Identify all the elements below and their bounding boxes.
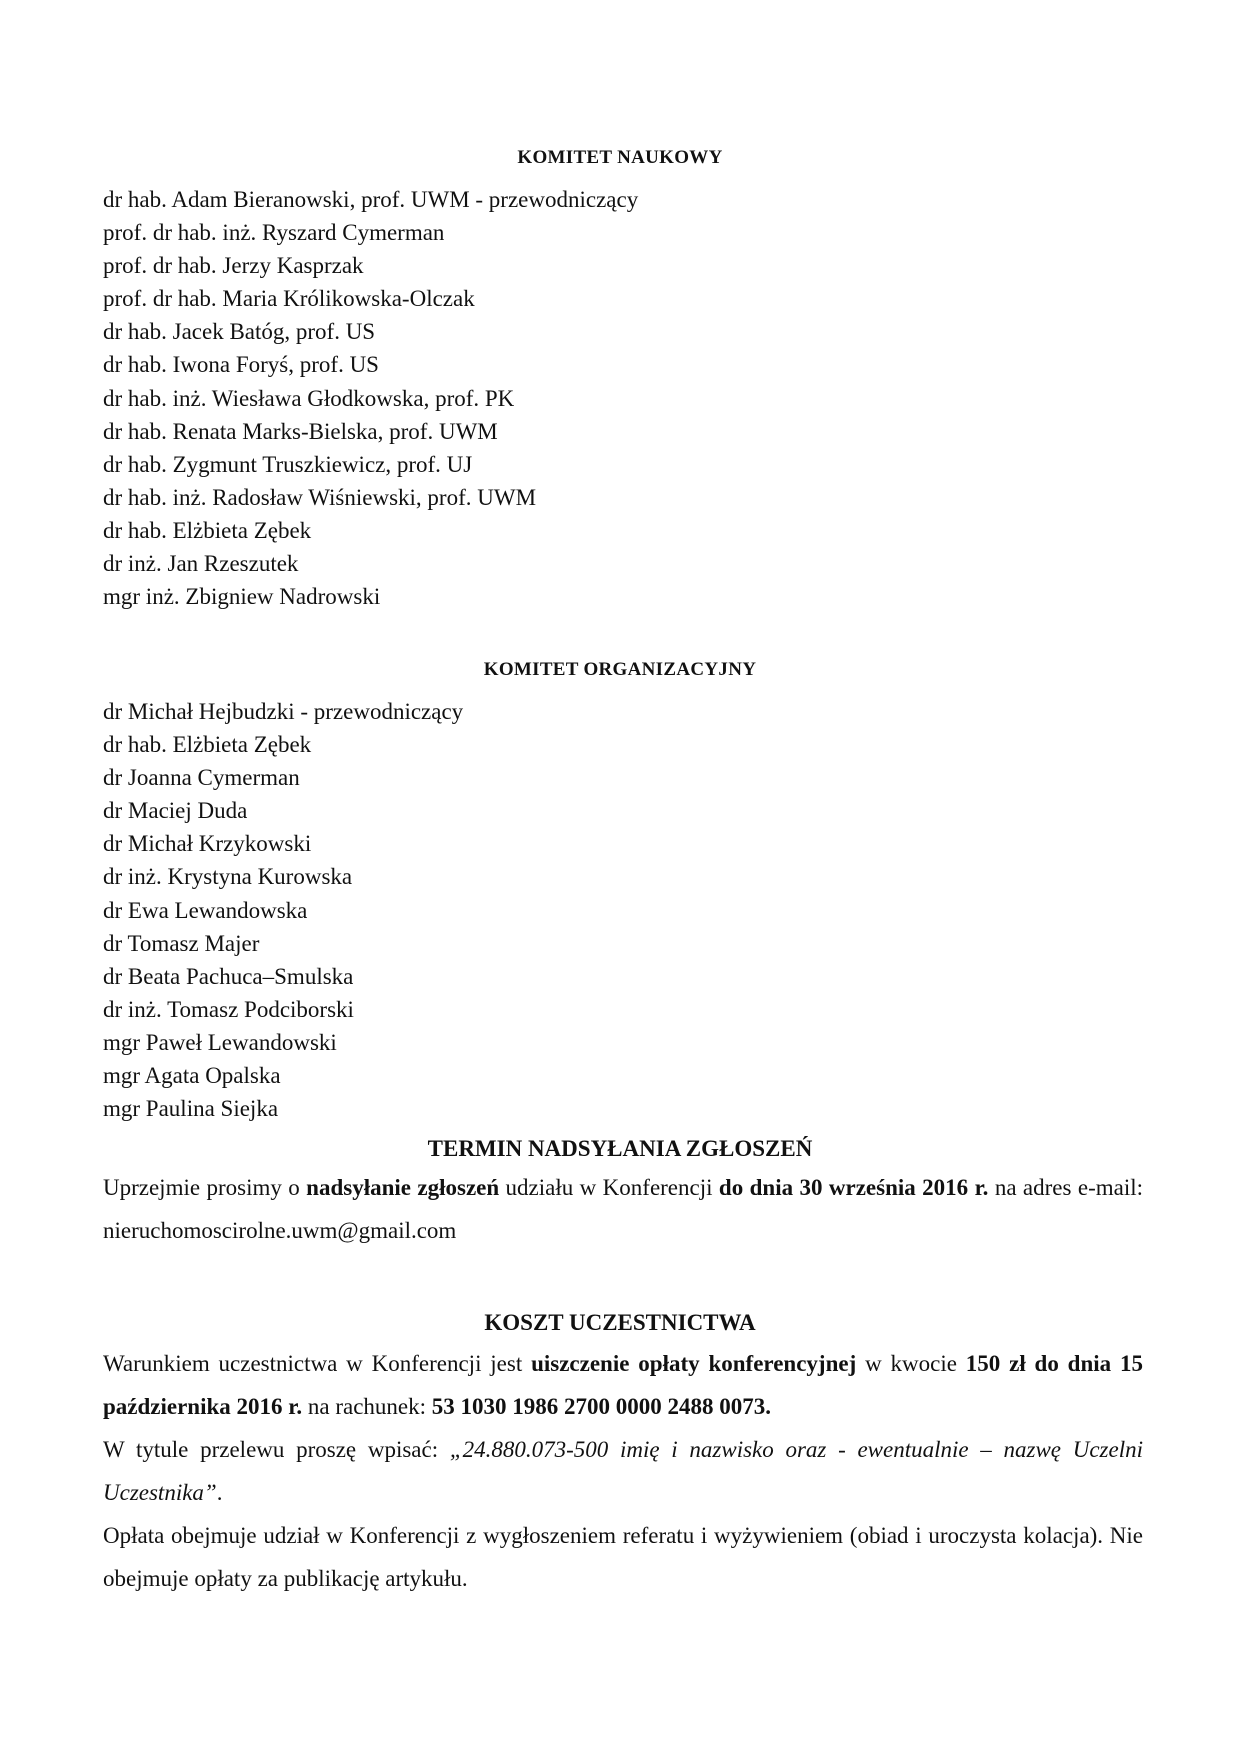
submission-deadline-text — [103, 1166, 1143, 1252]
list-item: dr Ewa Lewandowska — [103, 897, 308, 923]
list-item: prof. dr hab. Jerzy Kasprzak — [103, 253, 364, 279]
text: udziału w Konferencji — [499, 1175, 719, 1200]
list-item: mgr Agata Opalska — [103, 1063, 281, 1089]
scientific-committee-list — [103, 183, 1143, 613]
fee-coverage-text: Opłata obejmuje udział w Konferencji z wygłoszeniem referatu i wyżywieniem (obiad i uroczysta kolacja). Nie obejmuje opłaty za publikację artykułu. — [103, 1523, 1143, 1591]
list-item: mgr Paulina Siejka — [103, 1096, 279, 1122]
transfer-title-text — [103, 1428, 1143, 1514]
scientific-committee — [103, 183, 1143, 613]
list-item: dr Michał Krzykowski — [103, 831, 312, 857]
text: na adres e-mail: — [988, 1175, 1144, 1200]
list-item: dr hab. inż. Wiesława Głodkowska, prof. PK — [103, 385, 515, 411]
list-item: prof. dr hab. Maria Królikowska-Olczak — [103, 286, 475, 312]
list-item: dr Tomasz Majer — [103, 930, 260, 956]
list-item: dr hab. inż. Radosław Wiśniewski, prof. UWM — [103, 484, 537, 510]
list-item: mgr inż. Zbigniew Nadrowski — [103, 584, 381, 610]
fee-amount: 150 zł do dnia 15 października 2016 r. — [103, 1351, 1143, 1419]
organizing-committee — [103, 695, 1143, 1125]
list-item: dr Maciej Duda — [103, 798, 248, 824]
text: Uprzejmie prosimy o — [103, 1175, 307, 1200]
list-item: dr hab. Zygmunt Truszkiewicz, prof. UJ — [103, 451, 473, 477]
emphasis: nadsyłanie zgłoszeń — [306, 1175, 500, 1200]
text: . — [216, 1480, 223, 1505]
text: w kwocie — [856, 1351, 966, 1376]
list-item: dr Beata Pachuca–Smulska — [103, 963, 354, 989]
list-item: dr hab. Renata Marks-Bielska, prof. UWM — [103, 418, 498, 444]
list-item: dr hab. Iwona Foryś, prof. US — [103, 352, 379, 378]
list-item: dr hab. Adam Bieranowski, prof. UWM - przewodniczący — [103, 187, 639, 212]
list-item: dr hab. Elżbieta Zębek — [103, 517, 312, 543]
list-item: dr hab. Jacek Batóg, prof. US — [103, 319, 376, 345]
participation-cost-heading: KOSZT UCZESTNICTWA — [484, 1310, 756, 1335]
list-item: prof. dr hab. inż. Ryszard Cymerman — [103, 220, 445, 246]
list-item: dr inż. Krystyna Kurowska — [103, 864, 353, 890]
list-item: dr hab. Elżbieta Zębek — [103, 732, 312, 758]
organizing-committee-list — [103, 695, 1143, 1125]
scientific-committee-heading: KOMITET NAUKOWY — [517, 147, 723, 168]
list-item: dr inż. Tomasz Podciborski — [103, 996, 354, 1022]
text: Warunkiem uczestnictwa w Konferencji jest — [103, 1351, 532, 1376]
text: W tytule przelewu proszę wpisać: — [103, 1437, 450, 1462]
text: na rachunek: — [302, 1394, 432, 1419]
organizing-committee-heading: KOMITET ORGANIZACYJNY — [483, 659, 757, 680]
list-item: dr Joanna Cymerman — [103, 765, 300, 791]
list-item: mgr Paweł Lewandowski — [103, 1029, 337, 1055]
submission-deadline-heading: TERMIN NADSYŁANIA ZGŁOSZEŃ — [427, 1136, 813, 1161]
transfer-title: „24.880.073-500 imię i nazwisko oraz - ewentualnie – nazwę Uczelni Uczestnika” — [103, 1437, 1143, 1505]
participation-cost-text — [103, 1342, 1143, 1428]
bank-account: 53 1030 1986 2700 0000 2488 0073. — [431, 1394, 772, 1419]
list-item: dr Michał Hejbudzki - przewodniczący — [103, 699, 464, 724]
deadline-date: do dnia 30 września 2016 r. — [718, 1175, 989, 1200]
emphasis: uiszczenie opłaty konferencyjnej — [531, 1351, 857, 1376]
list-item: dr inż. Jan Rzeszutek — [103, 551, 299, 577]
email-address: nieruchomoscirolne.uwm@gmail.com — [103, 1218, 457, 1243]
